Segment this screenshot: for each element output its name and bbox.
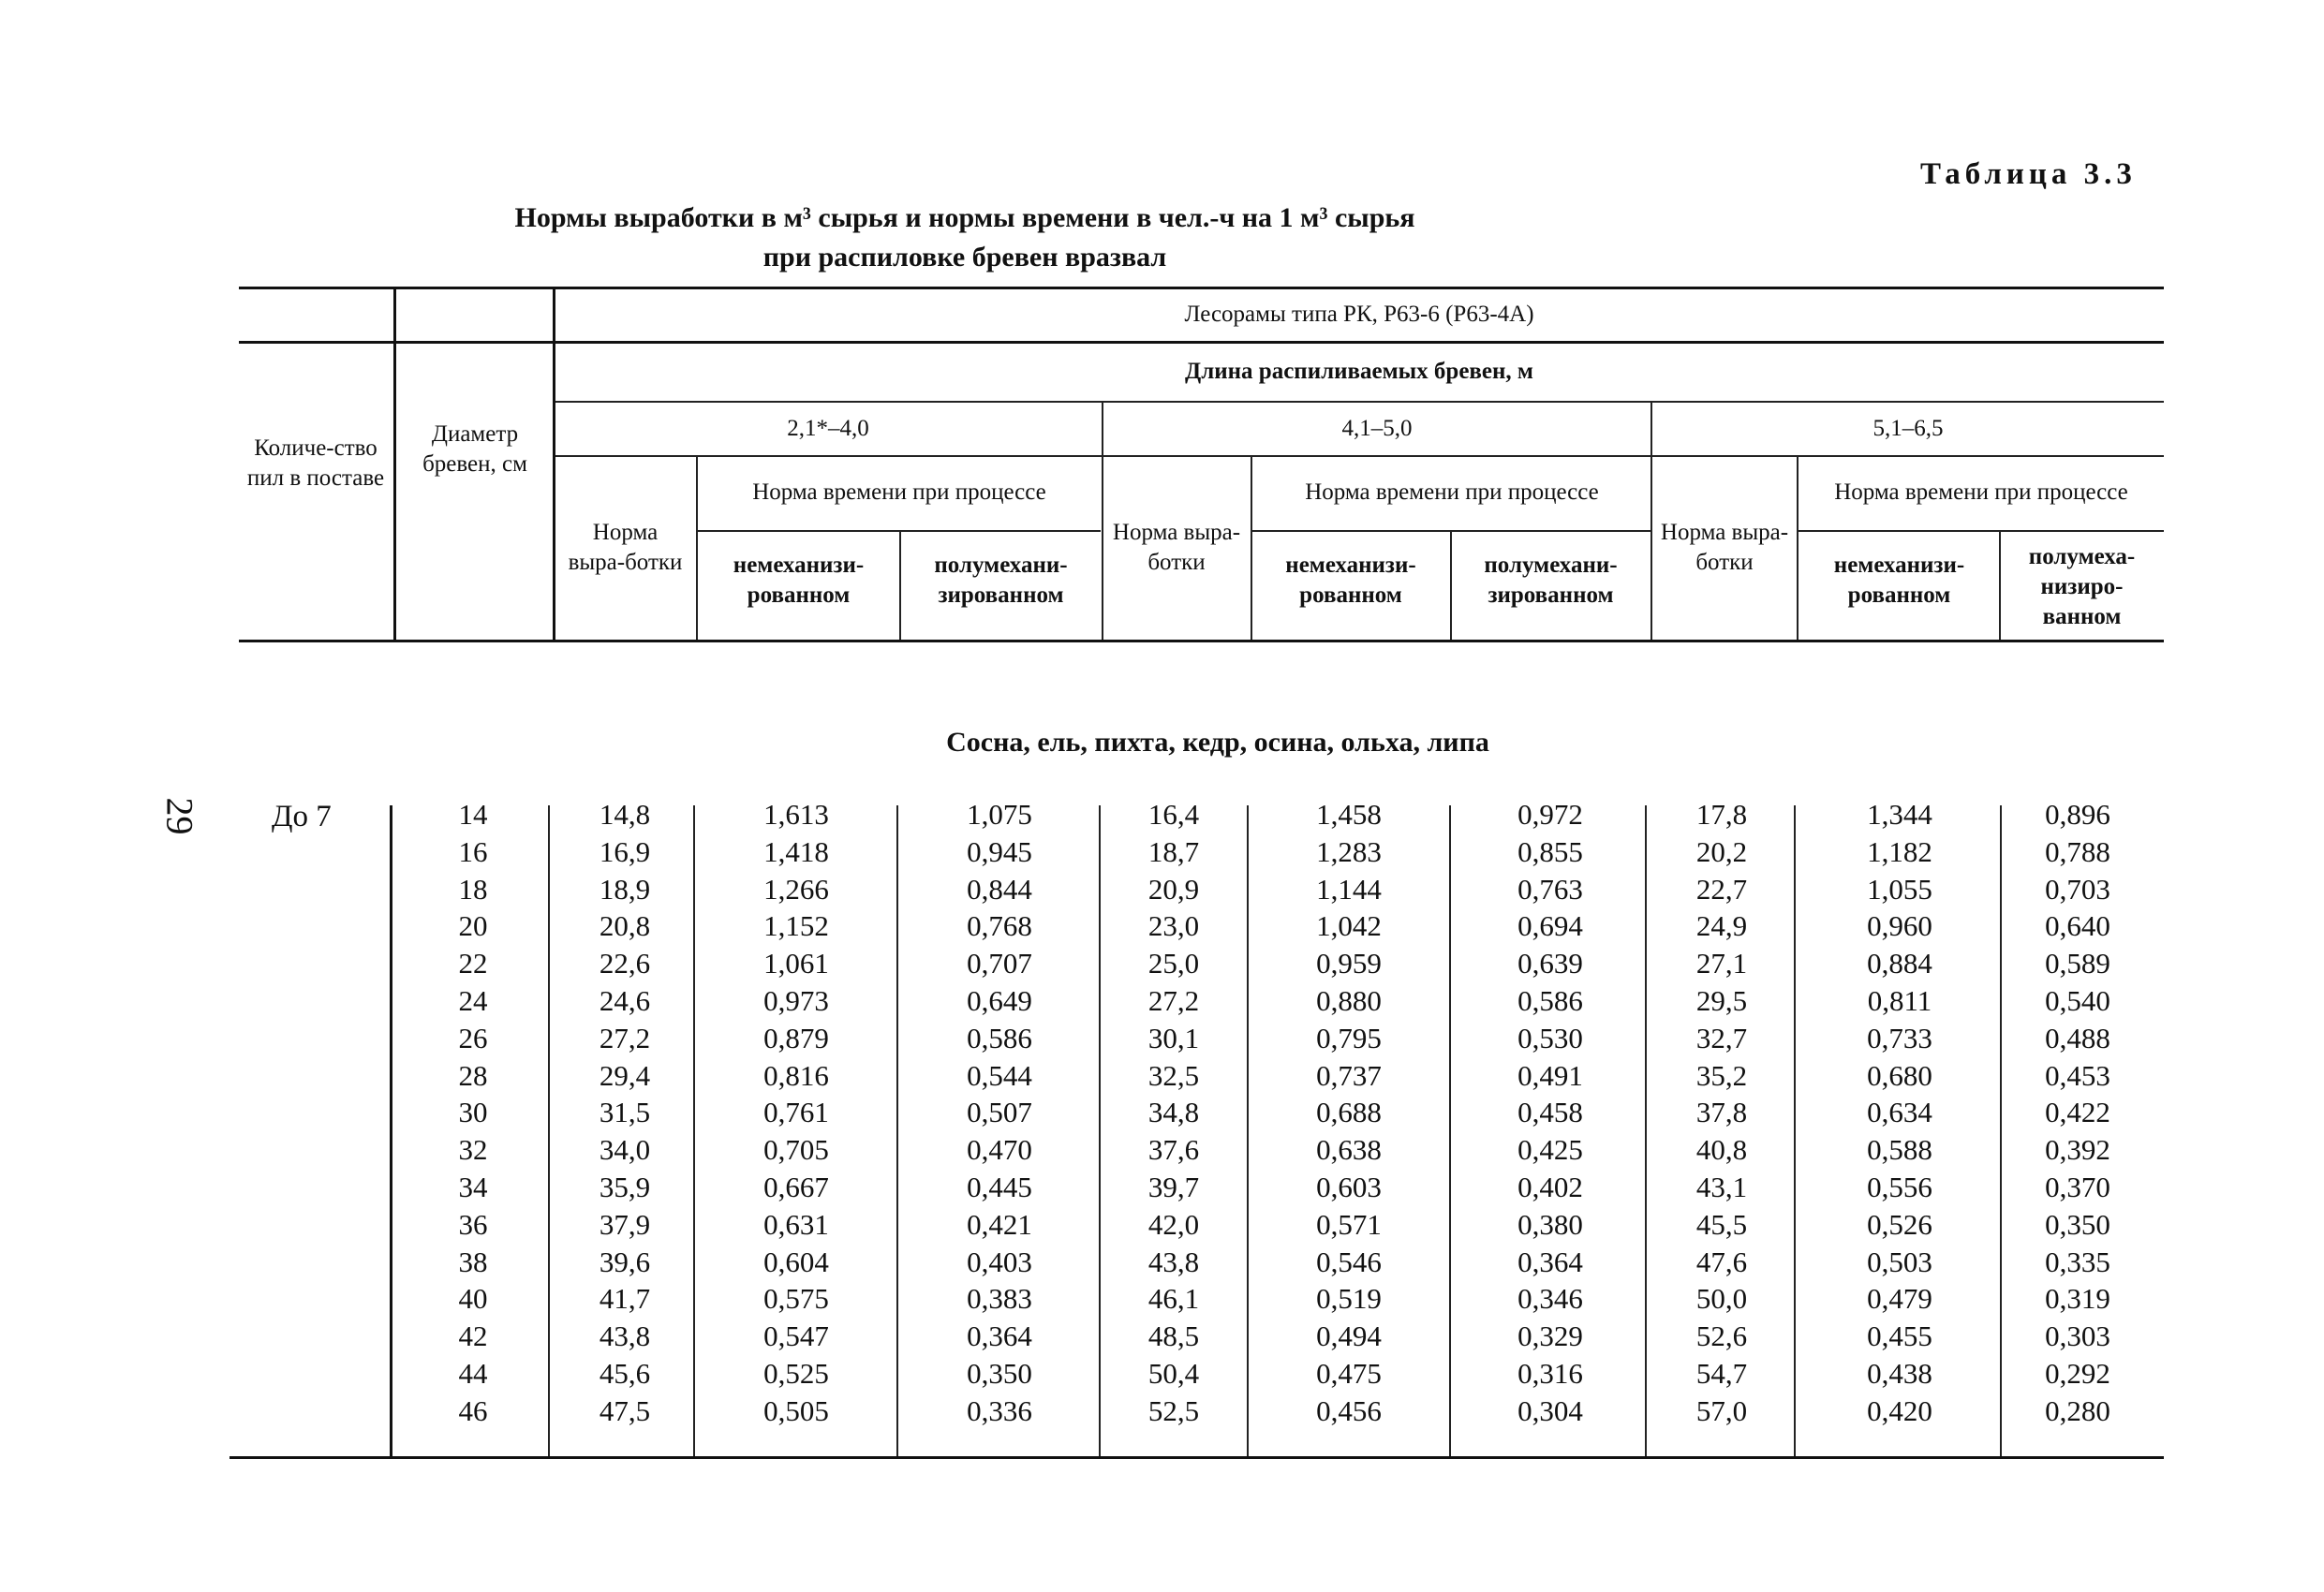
- header-semimech-2: полумехани-зированном: [1484, 553, 1618, 608]
- table-cell-s2: 0,458: [1517, 1096, 1583, 1129]
- table-cell-n1: 0,547: [763, 1319, 829, 1353]
- header-semimech-3: полумеха-низиро-ванном: [2028, 544, 2136, 629]
- table-cell-diameter: 20: [458, 909, 488, 943]
- table-cell-diameter: 38: [458, 1245, 488, 1278]
- table-cell-o3: 50,0: [1695, 1282, 1748, 1316]
- table-cell-n2: 0,519: [1316, 1282, 1382, 1316]
- table-cell-diameter: 26: [458, 1021, 488, 1054]
- table-cell-o3: 35,2: [1695, 1058, 1748, 1092]
- page-number: 29: [158, 797, 201, 835]
- table-cell-s1: 0,945: [967, 834, 1032, 868]
- table-cell-n1: 1,613: [763, 798, 829, 831]
- table-title-line1: Нормы выработки в м³ сырья и нормы времени в чел.-ч на 1 м³ сырья: [514, 202, 1415, 233]
- table-cell-n1: 0,667: [763, 1171, 829, 1203]
- table-cell-n1: 1,152: [763, 909, 829, 943]
- table-cell-s3: 0,392: [2045, 1133, 2110, 1167]
- table-label: Таблица 3.3: [1920, 157, 2137, 191]
- table-cell-n3: 1,055: [1867, 872, 1932, 906]
- table-cell-o2: 25,0: [1147, 947, 1200, 980]
- table-cell-n2: 0,603: [1316, 1171, 1382, 1203]
- table-cell-o1: 14,8: [599, 798, 651, 831]
- table-cell-o2: 16,4: [1147, 798, 1200, 831]
- table-cell-s1: 0,364: [967, 1319, 1032, 1353]
- table-cell-o1: 20,8: [599, 909, 651, 943]
- table-cell-s1: 0,403: [967, 1245, 1032, 1278]
- table-cell-o2: 34,8: [1147, 1096, 1200, 1129]
- table-cell-n2: 0,737: [1316, 1058, 1382, 1092]
- table-cell-o1: 47,5: [599, 1393, 651, 1427]
- table-cell-o1: 35,9: [599, 1171, 651, 1203]
- table-cell-s1: 0,544: [967, 1058, 1032, 1092]
- table-cell-o1: 24,6: [599, 984, 651, 1017]
- table-cell-s2: 0,346: [1517, 1282, 1583, 1316]
- table-cell-s1: 0,445: [967, 1171, 1032, 1203]
- table-cell-o2: 23,0: [1147, 909, 1200, 943]
- table-cell-s2: 0,763: [1517, 872, 1583, 906]
- table-cell-n1: 0,575: [763, 1282, 829, 1316]
- table-cell-s3: 0,335: [2045, 1245, 2110, 1278]
- header-diameter: Диаметр бревен, см: [422, 421, 527, 477]
- table-cell-diameter: 14: [458, 798, 488, 831]
- table-cell-n3: 0,588: [1867, 1133, 1932, 1167]
- table-cell-o2: 48,5: [1147, 1319, 1200, 1353]
- table-cell-n2: 0,546: [1316, 1245, 1382, 1278]
- table-cell-o3: 29,5: [1695, 984, 1748, 1017]
- table-cell-o3: 43,1: [1695, 1171, 1748, 1203]
- table-cell-s2: 0,586: [1517, 984, 1583, 1017]
- table-cell-s3: 0,788: [2045, 834, 2110, 868]
- table-cell-o3: 54,7: [1695, 1357, 1748, 1390]
- table-cell-o2: 27,2: [1147, 984, 1200, 1017]
- table-cell-n1: 0,761: [763, 1096, 829, 1129]
- header-range-2: 4,1–5,0: [1341, 416, 1413, 441]
- table-cell-s3: 0,280: [2045, 1393, 2110, 1427]
- table-cell-n3: 1,344: [1867, 798, 1932, 831]
- table-cell-o3: 27,1: [1695, 947, 1748, 980]
- table-cell-n2: 1,458: [1316, 798, 1382, 831]
- table-cell-s1: 0,844: [967, 872, 1032, 906]
- table-cell-diameter: 22: [458, 947, 488, 980]
- header-norm-output-2: Норма выра-ботки: [1112, 520, 1241, 575]
- table-cell-diameter: 40: [458, 1282, 488, 1316]
- header-norm-output-1: Норма выра-ботки: [568, 520, 683, 575]
- table-cell-s3: 0,589: [2045, 947, 2110, 980]
- table-cell-diameter: 18: [458, 872, 488, 906]
- header-nonmech-3: немеханизи-рованном: [1833, 553, 1965, 608]
- table-cell-s3: 0,453: [2045, 1058, 2110, 1092]
- table-cell-o1: 27,2: [599, 1021, 651, 1054]
- table-cell-n1: 1,061: [763, 947, 829, 980]
- table-cell-n1: 1,418: [763, 834, 829, 868]
- table-cell-n2: 0,571: [1316, 1207, 1382, 1241]
- table-cell-s2: 0,855: [1517, 834, 1583, 868]
- table-cell-s3: 0,488: [2045, 1021, 2110, 1054]
- table-cell-n1: 0,879: [763, 1021, 829, 1054]
- table-cell-s2: 0,639: [1517, 947, 1583, 980]
- table-cell-n1: 0,816: [763, 1058, 829, 1092]
- table-cell-n1: 0,505: [763, 1393, 829, 1427]
- table-cell-s2: 0,402: [1517, 1171, 1583, 1203]
- header-saw-frames: Лесорамы типа РК, Р63-6 (Р63-4А): [1184, 302, 1534, 327]
- table-cell-n3: 0,455: [1867, 1319, 1932, 1353]
- table-cell-s1: 0,383: [967, 1282, 1032, 1316]
- table-cell-s3: 0,540: [2045, 984, 2110, 1017]
- table-cell-o2: 32,5: [1147, 1058, 1200, 1092]
- header-time-norm-3: Норма времени при процессе: [1834, 479, 2128, 505]
- table-cell-s2: 0,972: [1517, 798, 1583, 831]
- table-cell-diameter: 34: [458, 1171, 488, 1203]
- table-cell-n2: 1,042: [1316, 909, 1382, 943]
- table-cell-n2: 1,144: [1316, 872, 1382, 906]
- table-cell-o3: 32,7: [1695, 1021, 1748, 1054]
- table-cell-o2: 18,7: [1147, 834, 1200, 868]
- table-cell-diameter: 42: [458, 1319, 488, 1353]
- table-cell-s1: 0,586: [967, 1021, 1032, 1054]
- table-cell-n2: 0,959: [1316, 947, 1382, 980]
- table-cell-diameter: 32: [458, 1133, 488, 1167]
- table-cell-n2: 0,475: [1316, 1357, 1382, 1390]
- table-cell-diameter: 44: [458, 1357, 488, 1390]
- table-cell-s2: 0,304: [1517, 1393, 1583, 1427]
- header-semimech-1: полумехани-зированном: [934, 553, 1068, 608]
- table-cell-n1: 0,525: [763, 1357, 829, 1390]
- table-cell-s1: 0,649: [967, 984, 1032, 1017]
- table-cell-o1: 16,9: [599, 834, 651, 868]
- table-cell-o2: 20,9: [1147, 872, 1200, 906]
- table-cell-o2: 42,0: [1147, 1207, 1200, 1241]
- table-cell-o3: 22,7: [1695, 872, 1748, 906]
- table-cell-n3: 0,733: [1867, 1021, 1932, 1054]
- table-cell-o1: 22,6: [599, 947, 651, 980]
- species-heading: Сосна, ель, пихта, кедр, осина, ольха, липа: [946, 727, 1489, 758]
- table-cell-n3: 1,182: [1867, 834, 1932, 868]
- table-cell-s2: 0,316: [1517, 1357, 1583, 1390]
- table-title-line2: при распиловке бревен вразвал: [762, 242, 1167, 273]
- table-cell-s2: 0,380: [1517, 1207, 1583, 1241]
- table-cell-s1: 0,507: [967, 1096, 1032, 1129]
- table-cell-o2: 50,4: [1147, 1357, 1200, 1390]
- table-cell-s1: 1,075: [967, 798, 1032, 831]
- table-cell-diameter: 16: [458, 834, 488, 868]
- table-cell-o3: 57,0: [1695, 1393, 1748, 1427]
- table-cell-o1: 41,7: [599, 1282, 651, 1316]
- table-cell-o1: 39,6: [599, 1245, 651, 1278]
- table-cell-o3: 20,2: [1695, 834, 1748, 868]
- table-cell-o1: 34,0: [599, 1133, 651, 1167]
- header-nonmech-1: немеханизи-рованном: [733, 553, 865, 608]
- table-cell-n3: 0,438: [1867, 1357, 1932, 1390]
- header-range-3: 5,1–6,5: [1873, 416, 1944, 441]
- table-cell-s2: 0,491: [1517, 1058, 1583, 1092]
- table-cell-o3: 37,8: [1695, 1096, 1748, 1129]
- table-cell-diameter: 36: [458, 1207, 488, 1241]
- table-cell-s3: 0,370: [2045, 1171, 2110, 1203]
- table-cell-o1: 37,9: [599, 1207, 651, 1241]
- table-cell-diameter: 30: [458, 1096, 488, 1129]
- table-cell-s2: 0,694: [1517, 909, 1583, 943]
- table-cell-n2: 0,456: [1316, 1393, 1382, 1427]
- table-cell-o1: 43,8: [599, 1319, 651, 1353]
- group-label: До 7: [272, 800, 332, 833]
- table-cell-n3: 0,634: [1867, 1096, 1932, 1129]
- table-cell-diameter: 24: [458, 984, 488, 1017]
- table-cell-n1: 0,973: [763, 984, 829, 1017]
- table-cell-n2: 1,283: [1316, 834, 1382, 868]
- table-cell-n3: 0,884: [1867, 947, 1932, 980]
- table-cell-n1: 0,705: [763, 1133, 829, 1167]
- table-cell-o1: 18,9: [599, 872, 651, 906]
- table-cell-n2: 0,494: [1316, 1319, 1382, 1353]
- table-cell-o3: 52,6: [1695, 1319, 1748, 1353]
- table-cell-o2: 52,5: [1147, 1393, 1200, 1427]
- table-cell-n3: 0,503: [1867, 1245, 1932, 1278]
- table-cell-s3: 0,303: [2045, 1319, 2110, 1353]
- table-cell-n3: 0,811: [1867, 984, 1932, 1017]
- table-cell-s3: 0,319: [2045, 1282, 2110, 1316]
- table-cell-n3: 0,960: [1867, 909, 1932, 943]
- table-cell-n2: 0,880: [1316, 984, 1382, 1017]
- table-cell-n1: 0,631: [763, 1207, 829, 1241]
- table-cell-diameter: 46: [458, 1393, 488, 1427]
- table-cell-s1: 0,350: [967, 1357, 1032, 1390]
- header-time-norm-2: Норма времени при процессе: [1305, 479, 1599, 505]
- table-cell-n3: 0,526: [1867, 1207, 1932, 1241]
- table-cell-o3: 24,9: [1695, 909, 1748, 943]
- table-cell-n3: 0,479: [1867, 1282, 1932, 1316]
- table-cell-s3: 0,350: [2045, 1207, 2110, 1241]
- table-cell-o3: 17,8: [1695, 798, 1748, 831]
- table-cell-o1: 45,6: [599, 1357, 651, 1390]
- table-cell-s3: 0,896: [2045, 798, 2110, 831]
- table-cell-n3: 0,420: [1867, 1393, 1932, 1427]
- table-cell-s1: 0,421: [967, 1207, 1032, 1241]
- table-cell-o1: 29,4: [599, 1058, 651, 1092]
- header-norm-output-3: Норма выра-ботки: [1660, 520, 1789, 575]
- header-nonmech-2: немеханизи-рованном: [1285, 553, 1416, 608]
- table-cell-o3: 40,8: [1695, 1133, 1748, 1167]
- table-cell-n1: 0,604: [763, 1245, 829, 1278]
- header-range-1: 2,1*–4,0: [787, 416, 869, 441]
- table-cell-s3: 0,292: [2045, 1357, 2110, 1390]
- table-cell-o2: 43,8: [1147, 1245, 1200, 1278]
- table-cell-n1: 1,266: [763, 872, 829, 906]
- table-cell-n2: 0,795: [1316, 1021, 1382, 1054]
- table-cell-s1: 0,336: [967, 1393, 1032, 1427]
- table-cell-s1: 0,707: [967, 947, 1032, 980]
- header-log-length: Длина распиливаемых бревен, м: [1185, 359, 1533, 384]
- table-cell-o3: 45,5: [1695, 1207, 1748, 1241]
- table-cell-s1: 0,768: [967, 909, 1032, 943]
- table-cell-n2: 0,688: [1316, 1096, 1382, 1129]
- table-cell-s1: 0,470: [967, 1133, 1032, 1167]
- table-cell-s3: 0,703: [2045, 872, 2110, 906]
- table-cell-s2: 0,530: [1517, 1021, 1583, 1054]
- table-cell-o2: 30,1: [1147, 1021, 1200, 1054]
- table-cell-n3: 0,680: [1867, 1058, 1932, 1092]
- table-cell-o2: 46,1: [1147, 1282, 1200, 1316]
- table-cell-n2: 0,638: [1316, 1133, 1382, 1167]
- table-cell-s2: 0,425: [1517, 1133, 1583, 1167]
- table-cell-diameter: 28: [458, 1058, 488, 1092]
- table-cell-s3: 0,422: [2045, 1096, 2110, 1129]
- table-cell-o2: 39,7: [1147, 1171, 1200, 1203]
- table-cell-o1: 31,5: [599, 1096, 651, 1129]
- table-cell-s2: 0,329: [1517, 1319, 1583, 1353]
- header-saw-count: Количе-ство пил в поставе: [246, 435, 385, 491]
- table-cell-o2: 37,6: [1147, 1133, 1200, 1167]
- table-cell-s2: 0,364: [1517, 1245, 1583, 1278]
- table-cell-n3: 0,556: [1867, 1171, 1932, 1203]
- header-time-norm-1: Норма времени при процессе: [752, 479, 1046, 505]
- table-cell-s3: 0,640: [2045, 909, 2110, 943]
- table-cell-o3: 47,6: [1695, 1245, 1748, 1278]
